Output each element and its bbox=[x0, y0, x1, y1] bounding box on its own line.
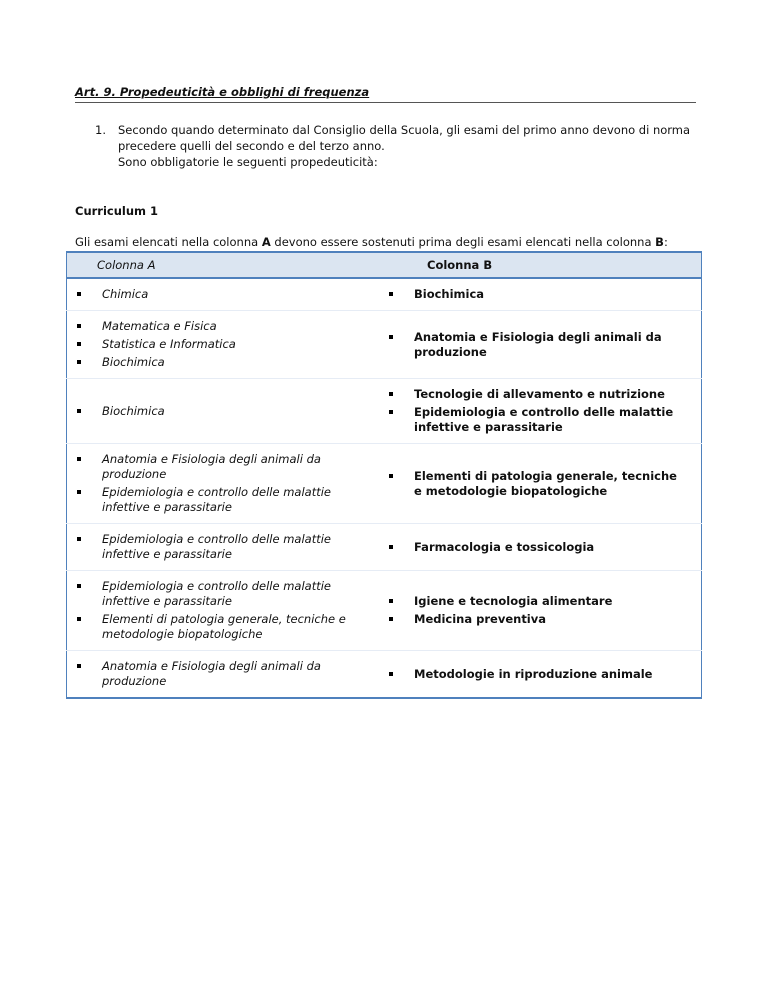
course-item: Epidemiologia e controllo delle malattie infettive e parassitarie bbox=[67, 485, 377, 515]
table-row bbox=[67, 524, 702, 571]
column-a-cell bbox=[67, 278, 378, 311]
paragraph-line: Secondo quando determinato dal Consiglio della Scuola, gli esami del primo anno devono di norma bbox=[118, 123, 691, 137]
table-intro: Gli esami elencati nella colonna A devono essere sostenuti prima degli esami elencati nella colonna B: bbox=[75, 235, 668, 249]
column-a-cell bbox=[67, 444, 378, 524]
course-item: Biochimica bbox=[377, 287, 701, 302]
column-b-cell bbox=[377, 379, 702, 444]
column-b-cell bbox=[377, 311, 702, 379]
course-item: Anatomia e Fisiologia degli animali da produzione bbox=[377, 330, 701, 360]
column-a-cell bbox=[67, 311, 378, 379]
table-row bbox=[67, 651, 702, 699]
course-item: Anatomia e Fisiologia degli animali da produzione bbox=[67, 659, 377, 689]
table-row bbox=[67, 278, 702, 311]
article-heading: Art. 9. Propedeuticità e obblighi di frequenza bbox=[75, 85, 696, 103]
course-item: Elementi di patologia generale, tecniche e metodologie biopatologiche bbox=[377, 469, 701, 499]
numbered-paragraph bbox=[95, 122, 695, 170]
course-item: Epidemiologia e controllo delle malattie infettive e parassitarie bbox=[67, 579, 377, 609]
table-row bbox=[67, 571, 702, 651]
column-b-cell bbox=[377, 278, 702, 311]
course-item: Epidemiologia e controllo delle malattie infettive e parassitarie bbox=[377, 405, 701, 435]
column-a-cell bbox=[67, 651, 378, 699]
course-item: Epidemiologia e controllo delle malattie infettive e parassitarie bbox=[67, 532, 377, 562]
course-item: Igiene e tecnologia alimentare bbox=[377, 594, 701, 609]
column-b-cell bbox=[377, 444, 702, 524]
paragraph-line: precedere quelli del secondo e del terzo anno. bbox=[118, 139, 385, 153]
column-a-cell bbox=[67, 571, 378, 651]
course-item: Anatomia e Fisiologia degli animali da produzione bbox=[67, 452, 377, 482]
table-row bbox=[67, 379, 702, 444]
column-b-cell bbox=[377, 651, 702, 699]
column-b-cell bbox=[377, 524, 702, 571]
course-item: Chimica bbox=[67, 287, 377, 302]
course-item: Elementi di patologia generale, tecniche e metodologie biopatologiche bbox=[67, 612, 377, 642]
table-row bbox=[67, 311, 702, 379]
column-b-cell bbox=[377, 571, 702, 651]
curriculum-title: Curriculum 1 bbox=[75, 204, 159, 218]
table-row bbox=[67, 444, 702, 524]
course-item: Farmacologia e tossicologia bbox=[377, 540, 701, 555]
column-a-cell bbox=[67, 379, 378, 444]
course-item: Medicina preventiva bbox=[377, 612, 701, 627]
course-item: Biochimica bbox=[67, 355, 377, 370]
column-a-header: Colonna A bbox=[67, 252, 378, 278]
course-item: Metodologie in riproduzione animale bbox=[377, 667, 701, 682]
course-item: Biochimica bbox=[67, 404, 377, 419]
course-item: Matematica e Fisica bbox=[67, 319, 377, 334]
column-a-cell bbox=[67, 524, 378, 571]
paragraph-line: Sono obbligatorie le seguenti propedeuticità: bbox=[118, 155, 378, 169]
column-b-header: Colonna B bbox=[377, 252, 702, 278]
course-item: Statistica e Informatica bbox=[67, 337, 377, 352]
propaedeutic-table bbox=[66, 251, 702, 699]
paragraph-number: 1. bbox=[95, 123, 106, 137]
course-item: Tecnologie di allevamento e nutrizione bbox=[377, 387, 701, 402]
